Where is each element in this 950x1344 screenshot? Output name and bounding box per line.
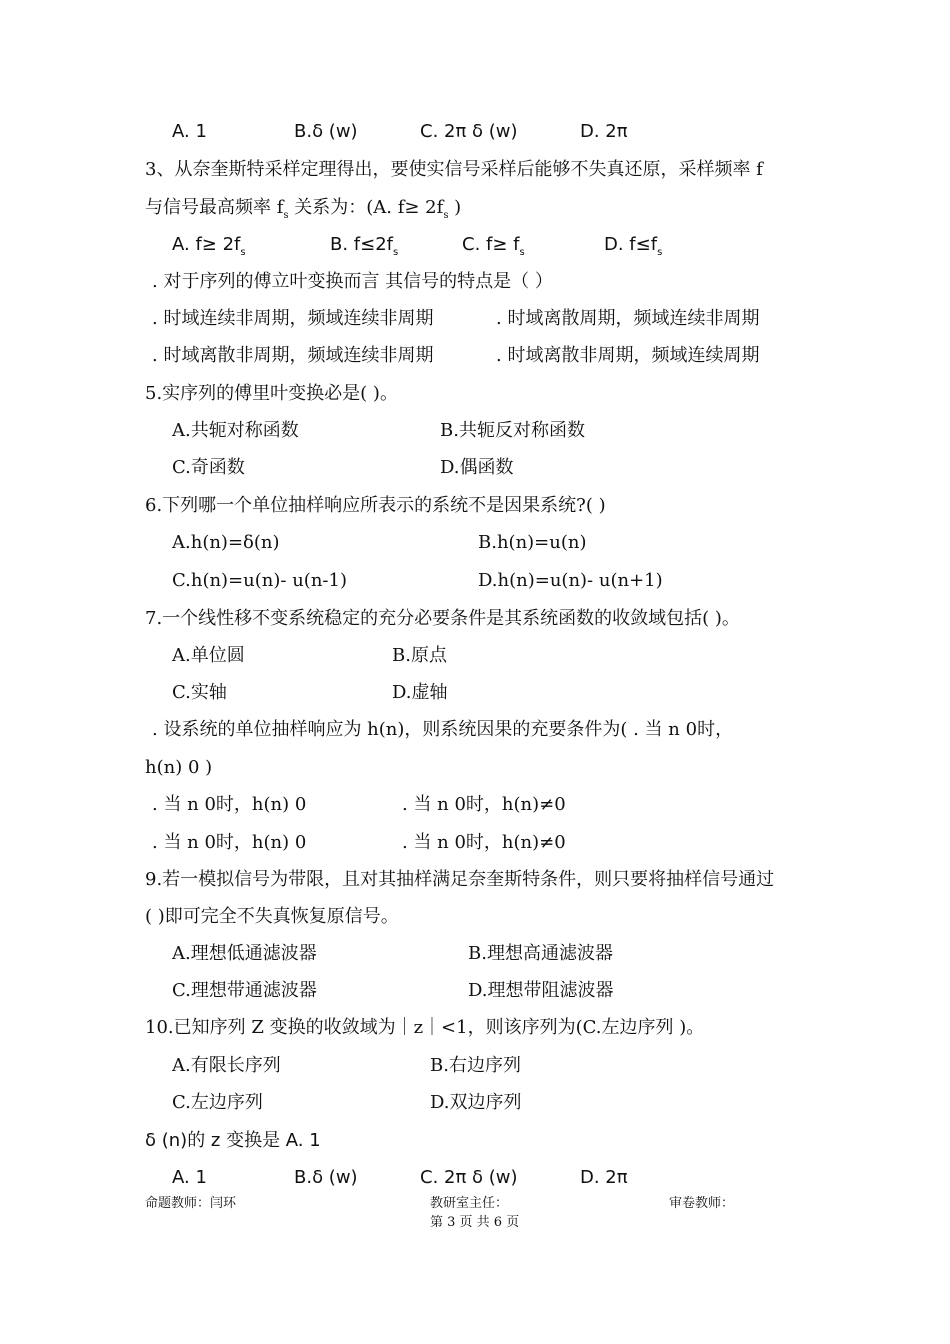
option-d: D. $f\le f_s$ [604,234,663,258]
option-a: . 时域连续非周期，频域连续非周期 [152,308,434,329]
option-d: D.理想带阻滤波器 [468,980,614,1001]
option-b: B.δ (w) [294,121,358,142]
question-4-stem: . 对于序列的傅立叶变换而言 其信号的特点是（ ） [152,271,553,292]
option-d: . 时域离散非周期，频域连续周期 [496,345,760,366]
question-5-stem: 5.实序列的傅里叶变换必是( )。 [145,383,398,404]
option-d: . 当 n 0时，h(n)≠0 [402,832,566,853]
option-d: D.双边序列 [430,1092,522,1113]
question-3-stem: 3、从奈奎斯特采样定理得出，要使实信号采样后能够不失真还原，采样频率 f [145,159,763,180]
option-d: D.偶函数 [440,457,514,478]
question-7-stem: 7.一个线性移不变系统稳定的充分必要条件是其系统函数的收敛域包括( )。 [145,608,740,629]
footer-reviewer: 审卷教师： [669,1196,735,1211]
option-a: A.共轭对称函数 [172,420,299,441]
option-c: C. 2π δ (w) [420,1167,518,1188]
option-b: . 当 n 0时，h(n)≠0 [402,794,566,815]
option-c: . 时域离散非周期，频域连续非周期 [152,345,434,366]
option-b: . 时域离散周期，频域连续非周期 [496,308,760,329]
option-b: B.右边序列 [430,1055,521,1076]
option-d: D. 2π [580,1167,628,1188]
question-9-stem-cont: ( )即可完全不失真恢复原信号。 [145,906,399,927]
option-a: A.有限长序列 [172,1055,281,1076]
question-8-stem-cont: h(n) 0 ) [145,757,213,778]
question-6-stem: 6.下列哪一个单位抽样响应所表示的系统不是因果系统?( ) [145,495,606,516]
question-8-stem: . 设系统的单位抽样响应为 h(n)，则系统因果的充要条件为( . 当 n 0时， [152,719,734,740]
question-9-stem: 9.若一模拟信号为带限，且对其抽样满足奈奎斯特条件，则只要将抽样信号通过 [145,869,775,890]
option-a: . 当 n 0时，h(n) 0 [152,794,307,815]
option-c: C. $f\ge f_s$ [462,234,525,258]
option-c: C.h(n)=u(n)- u(n-1) [172,570,347,591]
option-a: A.单位圆 [172,645,245,666]
question-3-stem-cont: 与信号最高频率 $f_s$ 关系为：(A. $f\ge 2f_s$ ) [145,197,462,221]
question-10-stem: 10.已知序列 Z 变换的收敛域为｜z｜<1，则该序列为(C.左边序列 )。 [145,1017,705,1038]
option-b: B.共轭反对称函数 [440,420,585,441]
option-b: B.理想高通滤波器 [468,943,613,964]
option-a: A. 1 [172,121,207,142]
option-b: B.h(n)=u(n) [478,532,587,553]
footer-setter: 命题教师：闫环 [145,1196,237,1211]
option-c: . 当 n 0时，h(n) 0 [152,832,307,853]
option-d: D.虚轴 [392,682,448,703]
option-d: D. 2π [580,121,628,142]
option-a: A.理想低通滤波器 [172,943,317,964]
option-b: B. $f\le 2f_s$ [330,234,399,258]
option-a: A. 1 [172,1167,207,1188]
option-c: C. 2π δ (w) [420,121,518,142]
option-a: A. $f\ge 2f_s$ [172,234,246,258]
option-b: B.原点 [392,645,447,666]
option-c: C.奇函数 [172,457,245,478]
footer-director: 教研室主任： [430,1196,509,1211]
page-number: 第 3 页 共 6 页 [430,1215,520,1230]
option-d: D.h(n)=u(n)- u(n+1) [478,570,663,591]
option-c: C.实轴 [172,682,227,703]
option-a: A.h(n)=δ(n) [172,532,280,553]
option-c: C.理想带通滤波器 [172,980,317,1001]
option-b: B.δ (w) [294,1167,358,1188]
question-11-stem: δ (n)的 z 变换是 A. 1 [145,1130,321,1151]
option-c: C.左边序列 [172,1092,263,1113]
